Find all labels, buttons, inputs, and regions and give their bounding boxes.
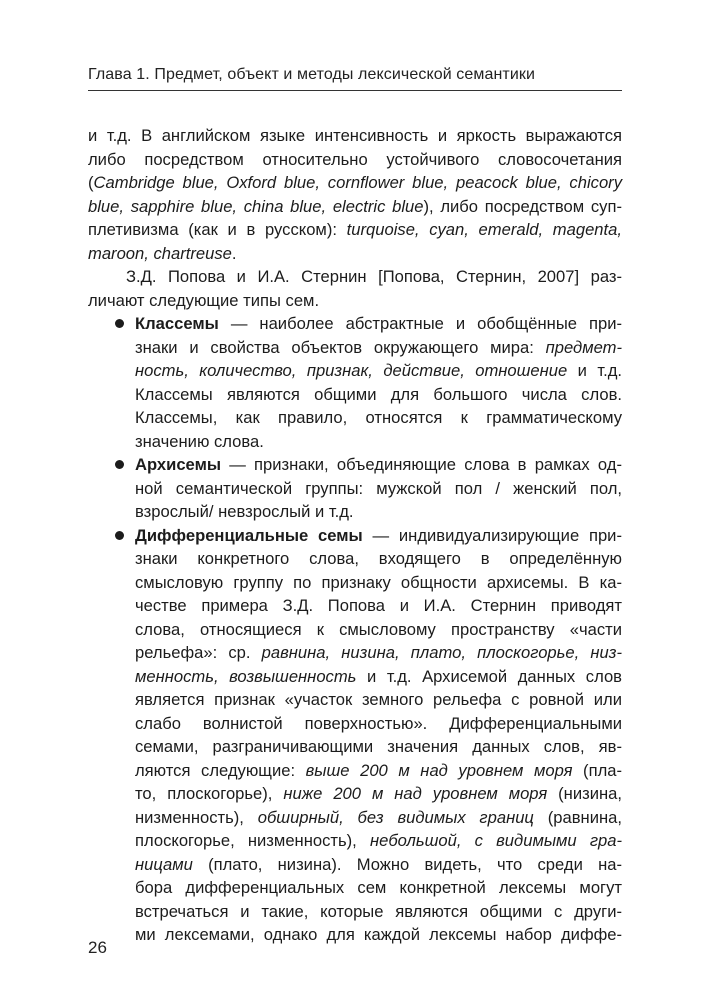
text-line: знаки и свойства объектов окружающего мира: предмет-: [135, 337, 622, 357]
body-text: [88, 124, 622, 947]
text-line: значению слова.: [135, 431, 264, 451]
text-line: Классемы являются общими для большого числа слов.: [135, 384, 622, 404]
text-line: рельефа»: ср. равнина, низина, плато, плоскогорье, низ-: [135, 643, 622, 662]
text-line: Классемы — наиболее абстрактные и обобщённые при-: [135, 314, 622, 333]
text-line: то, плоскогорье), ниже 200 м над уровнем моря (низина,: [135, 784, 622, 803]
text-line: maroon, chartreuse.: [88, 243, 237, 263]
text-line: ми лексемами, однако для каждой лексемы набор диффе-: [135, 925, 622, 944]
text-line: ляются следующие: выше 200 м над уровнем моря (пла-: [135, 760, 623, 780]
text-line: blue, sapphire blue, china blue, electric blue), либо посредством суп-: [88, 196, 622, 216]
text-line: встречаться и такие, которые являются общими с други-: [135, 901, 622, 921]
text-line: ность, количество, признак, действие, отношение и т.д.: [135, 361, 622, 380]
text-line: честве примера З.Д. Попова и И.А. Стернин приводят: [135, 596, 622, 615]
paragraph-2: [88, 265, 622, 312]
page-number: 26: [88, 938, 107, 957]
term: Дифференциальные семы: [135, 525, 363, 545]
text-line: и т.д. В английском языке интенсивность и яркость выражаются: [88, 126, 622, 145]
text-line: ной семантической группы: мужской пол / женский пол,: [135, 478, 622, 498]
bullet-icon: [115, 531, 124, 540]
term: Архисемы: [135, 455, 222, 474]
text-line: З.Д. Попова и И.А. Стернин [Попова, Стернин, 2007] раз-: [126, 267, 622, 286]
text-line: знаки конкретного слова, входящего в определённую: [135, 549, 622, 568]
text-line: либо посредством относительно устойчивого словосочетания: [88, 149, 622, 169]
text-line: взрослый/ невзрослый и т.д.: [135, 502, 354, 521]
text-line: Архисемы — признаки, объединяющие слова в рамках од-: [135, 455, 622, 474]
text-line: ницами (плато, низина). Можно видеть, что среди на-: [135, 854, 622, 874]
text-line: (Cambridge blue, Oxford blue, cornflower blue, peacock blue, chicory: [88, 173, 622, 192]
list-item-differential-semes: [88, 524, 622, 947]
text-line: семами, разграничивающими значения данных слов, яв-: [135, 737, 622, 756]
term: Классемы: [135, 314, 219, 333]
text-line: плоскогорье, низменность), небольшой, с видимыми гра-: [135, 831, 622, 850]
text-line: личают следующие типы сем.: [88, 290, 320, 310]
text-line: плетивизма (как и в русском): turquoise, cyan, emerald, magenta,: [88, 220, 622, 239]
running-head: Глава 1. Предмет, объект и методы лексической семантики: [88, 66, 622, 91]
text-line: слабо волнистой поверхностью». Дифференциальными: [135, 713, 622, 733]
list-item-archisemes: [88, 453, 622, 524]
text-line: Дифференциальные семы — индивидуализирующие при-: [135, 525, 622, 545]
text-line: является признак «участок земного рельефа с ровной или: [135, 690, 622, 709]
paragraph-1: [88, 124, 622, 265]
text-line: Классемы, как правило, относятся к грамматическому: [135, 408, 622, 427]
list-item-classemes: [88, 312, 622, 453]
bullet-icon: [115, 460, 124, 469]
text-line: бора дифференциальных сем конкретной лексемы могут: [135, 878, 622, 897]
text-line: слова, относящиеся к смысловому пространству «части: [135, 619, 622, 639]
text-line: смысловую группу по признаку общности архисемы. В ка-: [135, 572, 622, 592]
text-line: менность, возвышенность и т.д. Архисемой данных слов: [135, 666, 623, 686]
bullet-icon: [115, 319, 124, 328]
text-line: низменность), обширный, без видимых границ (равнина,: [135, 807, 622, 827]
